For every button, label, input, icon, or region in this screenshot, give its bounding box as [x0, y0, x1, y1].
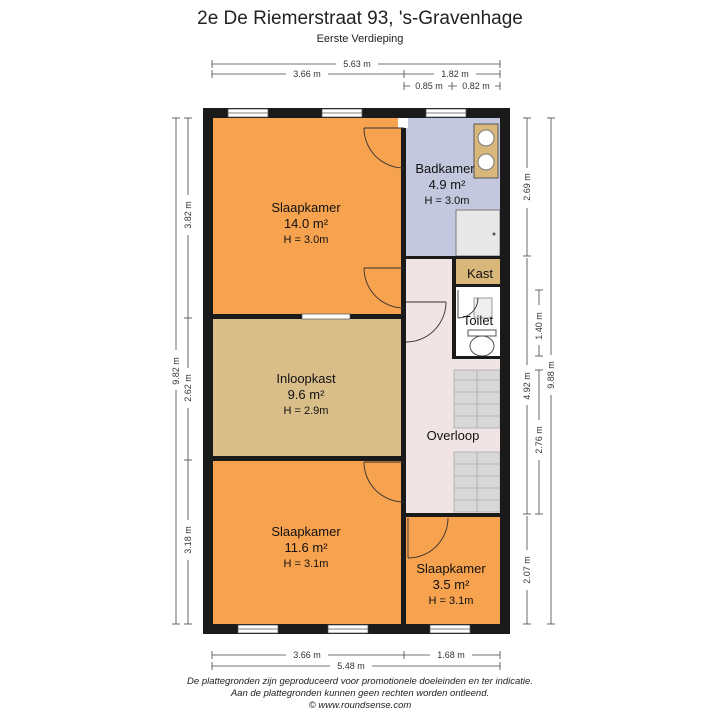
room-name: Badkamer: [415, 161, 475, 176]
room-name: Inloopkast: [276, 371, 336, 386]
sink-icon: [478, 130, 494, 146]
room-name-overloop: Overloop: [426, 428, 480, 443]
room-height: H = 3.1m: [283, 558, 329, 570]
room-area: 3.5 m²: [432, 577, 470, 592]
room-name: Slaapkamer: [271, 524, 341, 539]
plan-subtitle: Eerste Verdieping: [316, 33, 404, 45]
dim-bottom-right: 1.68 m: [437, 650, 465, 660]
bottom-dimensions: [212, 649, 500, 671]
room-height: H = 3.1m: [428, 595, 474, 607]
room-area: 14.0 m²: [283, 216, 329, 231]
room-height: H = 3.0m: [283, 234, 329, 246]
room-name: Slaapkamer: [416, 561, 486, 576]
room-area: 9.6 m²: [287, 387, 325, 402]
left-dimensions: [170, 118, 194, 624]
dim-top-total: 5.63 m: [343, 59, 371, 69]
dim-top-right: 1.82 m: [441, 69, 469, 79]
dim-left-total: 9.82 m: [171, 357, 181, 385]
room-overloop: [404, 258, 456, 514]
room-name-toilet: Toilet: [462, 313, 494, 328]
footer-copyright: © www.roundsense.com: [308, 700, 412, 711]
dim-left-top: 3.82 m: [183, 201, 193, 229]
top-dimensions: [212, 58, 500, 91]
room-height: H = 2.9m: [283, 405, 329, 417]
dim-right-small: 2.07 m: [522, 556, 532, 584]
dim-right-badkamer: 2.69 m: [522, 173, 532, 201]
room-area: 11.6 m²: [284, 540, 328, 555]
room-name-kast: Kast: [466, 266, 494, 281]
right-dimensions: [521, 118, 557, 624]
dim-bottom-total: 5.48 m: [337, 661, 365, 671]
plan-title: 2e De Riemerstraat 93, 's-Gravenhage: [197, 8, 523, 29]
dim-left-bottom: 3.18 m: [183, 526, 193, 554]
sink-icon: [478, 154, 494, 170]
dim-right-stairs: 2.76 m: [534, 426, 544, 454]
dim-right-toilet: 1.40 m: [534, 312, 544, 340]
dim-top-right-a: 0.85 m: [415, 81, 443, 91]
room-height: H = 3.0m: [424, 195, 470, 207]
dim-left-mid: 2.62 m: [183, 374, 193, 402]
dim-top-right-b: 0.82 m: [462, 81, 490, 91]
footer-disclaimer-1: De plattegronden zijn geproduceerd voor promotionele doeleinden en ter indicatie.: [187, 676, 533, 687]
room-area: 4.9 m²: [428, 177, 466, 192]
dim-right-total: 9.88 m: [546, 361, 556, 389]
dim-top-left: 3.66 m: [293, 69, 321, 79]
dim-bottom-left: 3.66 m: [293, 650, 321, 660]
room-name: Slaapkamer: [271, 200, 341, 215]
footer-disclaimer-2: Aan de plattegronden kunnen geen rechten worden ontleend.: [230, 688, 490, 699]
dim-right-overloop: 4.92 m: [522, 372, 532, 400]
